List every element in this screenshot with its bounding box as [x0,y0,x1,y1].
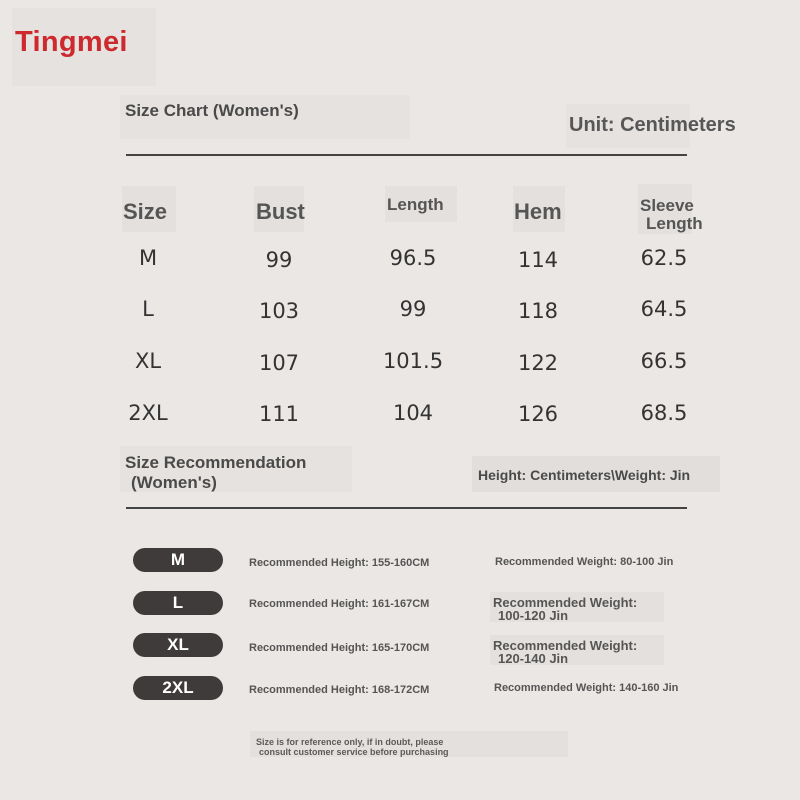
cell-length: 99 [399,297,427,321]
cell-length: 104 [392,401,434,425]
cell-size: M [138,246,158,270]
size-badge: 2XL [133,676,223,700]
cell-size: L [142,297,154,321]
size-badge: M [133,548,223,572]
brand-logo-panel [12,8,156,86]
cell-bust: 107 [258,351,300,375]
cell-sleeve: 64.5 [640,297,688,321]
cell-size: 2XL [128,401,168,425]
recommended-weight: Recommended Weight: 80-100 Jin [495,556,674,568]
cell-bust: 99 [265,248,293,272]
recommended-weight-line2: 100-120 Jin [498,608,569,623]
brand-name: Tingmei [15,26,128,58]
recommended-weight-line1: Recommended Weight: [493,595,638,610]
recommended-height: Recommended Height: 161-167CM [249,598,430,610]
cell-bust: 103 [258,299,300,323]
cell-length: 101.5 [382,349,444,373]
recommendation-title [125,453,306,493]
recommendation-title-line1: Size Recommendation [125,453,307,472]
cell-hem: 122 [517,351,559,375]
cell-length: 96.5 [389,246,437,270]
cell-sleeve: 68.5 [640,401,688,425]
cell-hem: 118 [517,299,559,323]
reference-note-line2: consult customer service before purchasing [259,747,449,757]
recommended-weight-line2: 120-140 Jin [498,651,569,666]
cell-bust: 111 [258,402,300,426]
cell-hem: 114 [517,248,559,272]
recommended-height: Recommended Height: 168-172CM [249,684,430,696]
divider [126,507,687,509]
column-header-bust: Bust [256,199,305,224]
reference-note-line1: Size is for reference only, if in doubt, please [256,737,444,747]
recommendation-unit: Height: Centimeters\Weight: Jin [478,467,691,483]
column-header-sleeve-line2: Length [646,214,703,233]
recommended-weight: Recommended Weight: 140-160 Jin [494,682,679,694]
column-header-size: Size [123,199,168,224]
column-header-length: Length [387,195,444,214]
recommended-height: Recommended Height: 165-170CM [249,642,430,654]
size-chart-unit: Unit: Centimeters [569,114,736,136]
column-header-hem: Hem [514,199,562,224]
size-badge: L [133,591,223,615]
cell-sleeve: 62.5 [640,246,688,270]
cell-sleeve: 66.5 [640,349,688,373]
divider [126,154,687,156]
recommended-weight-line1: Recommended Weight: [493,638,638,653]
recommendation-title-line2: (Women's) [131,473,217,492]
reference-note [256,737,449,757]
size-chart-title: Size Chart (Women's) [125,101,299,120]
recommended-weight [493,639,637,665]
size-badge: XL [133,633,223,657]
column-header-sleeve-line1: Sleeve [640,196,694,215]
recommended-weight [493,596,637,622]
cell-hem: 126 [517,402,559,426]
recommended-height: Recommended Height: 155-160CM [249,557,430,569]
cell-size: XL [134,349,162,373]
